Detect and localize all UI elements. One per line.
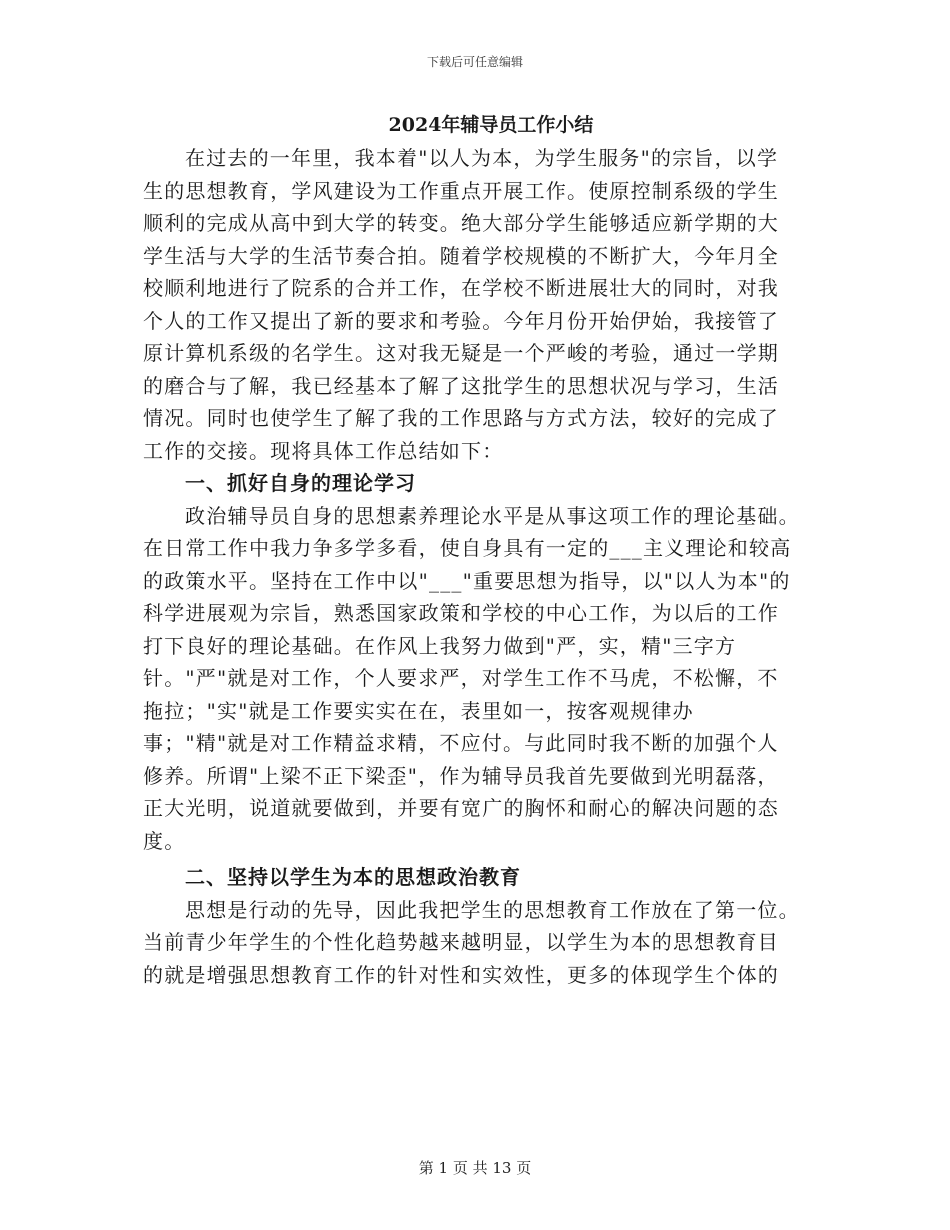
text-line: 在过去的一年里，我本着"以人为本，为学生服务"的宗旨，以学 [185,146,779,170]
text-line: 校顺利地进行了院系的合并工作，在学校不断进展壮大的同时，对我 [143,276,779,300]
document-body [143,112,811,991]
text-line: 正大光明，说道就要做到，并要有宽广的胸怀和耐心的解决问题的态 [143,796,779,820]
intro-paragraph [143,142,811,467]
text-line: 拖拉；"实"就是工作要实实在在，表里如一，按客观规律办 [143,698,694,723]
text-line: 思想是行动的先导，因此我把学生的思想教育工作放在了第一位。 [185,897,800,922]
text-line: 修养。所谓"上梁不正下梁歪"，作为辅导员我首先要做到光明磊落， [143,763,779,788]
text-line: 打下良好的理论基础。在作风上我努力做到"严，实，精"三字方 [143,633,737,658]
text-line: 科学进展观为宗旨，熟悉国家政策和学校的中心工作，为以后的工作 [143,601,779,625]
text-line: 情况。同时也使学生了解了我的工作思路与方式方法，较好的完成了 [143,406,779,430]
header-note: 下载后可任意编辑 [426,55,523,69]
section2-paragraph [143,894,811,992]
text-line: 原计算机系级的名学生。这对我无疑是一个严峻的考验，通过一学期 [143,341,779,365]
text-line: 度。 [143,828,186,853]
text-line: 生的思想教育，学风建设为工作重点开展工作。使原控制系级的学生 [143,178,779,203]
section-heading-2: 二、坚持以学生为本的思想政治教育 [185,865,521,889]
text-line: 事；"精"就是对工作精益求精，不应付。与此同时我不断的加强个人 [143,731,779,755]
section-heading-1: 一、抓好自身的理论学习 [185,471,416,495]
text-line: 的政策水平。坚持在工作中以"___"重要思想为指导，以"以人为本"的 [143,568,791,593]
text-line: 学生活与大学的生活节奏合拍。随着学校规模的不断扩大，今年月全 [143,243,779,268]
text-line: 个人的工作又提出了新的要求和考验。今年月份开始伊始，我接管了 [143,308,779,333]
text-line: 顺利的完成从高中到大学的转变。绝大部分学生能够适应新学期的大 [143,211,779,235]
text-line: 政治辅导员自身的思想素养理论水平是从事这项工作的理论基础。 [185,503,800,528]
document-title: 2024年辅导员工作小结 [388,114,594,136]
text-line: 当前青少年学生的个性化趋势越来越明显，以学生为本的思想教育目 [143,930,779,954]
section1-paragraph [143,500,811,858]
text-line: 的就是增强思想教育工作的针对性和实效性，更多的体现学生个体的 [143,962,779,987]
text-line: 工作的交接。现将具体工作总结如下： [143,438,504,463]
text-line: 针。"严"就是对工作，个人要求严，对学生工作不马虎，不松懈，不 [143,666,779,690]
page-footer: 第 1 页 共 13 页 [418,1159,532,1177]
text-line: 在日常工作中我力争多学多看，使自身具有一定的___主义理论和较高 [143,536,792,560]
text-line: 的磨合与了解，我已经基本了解了这批学生的思想状况与学习，生活 [143,373,779,398]
